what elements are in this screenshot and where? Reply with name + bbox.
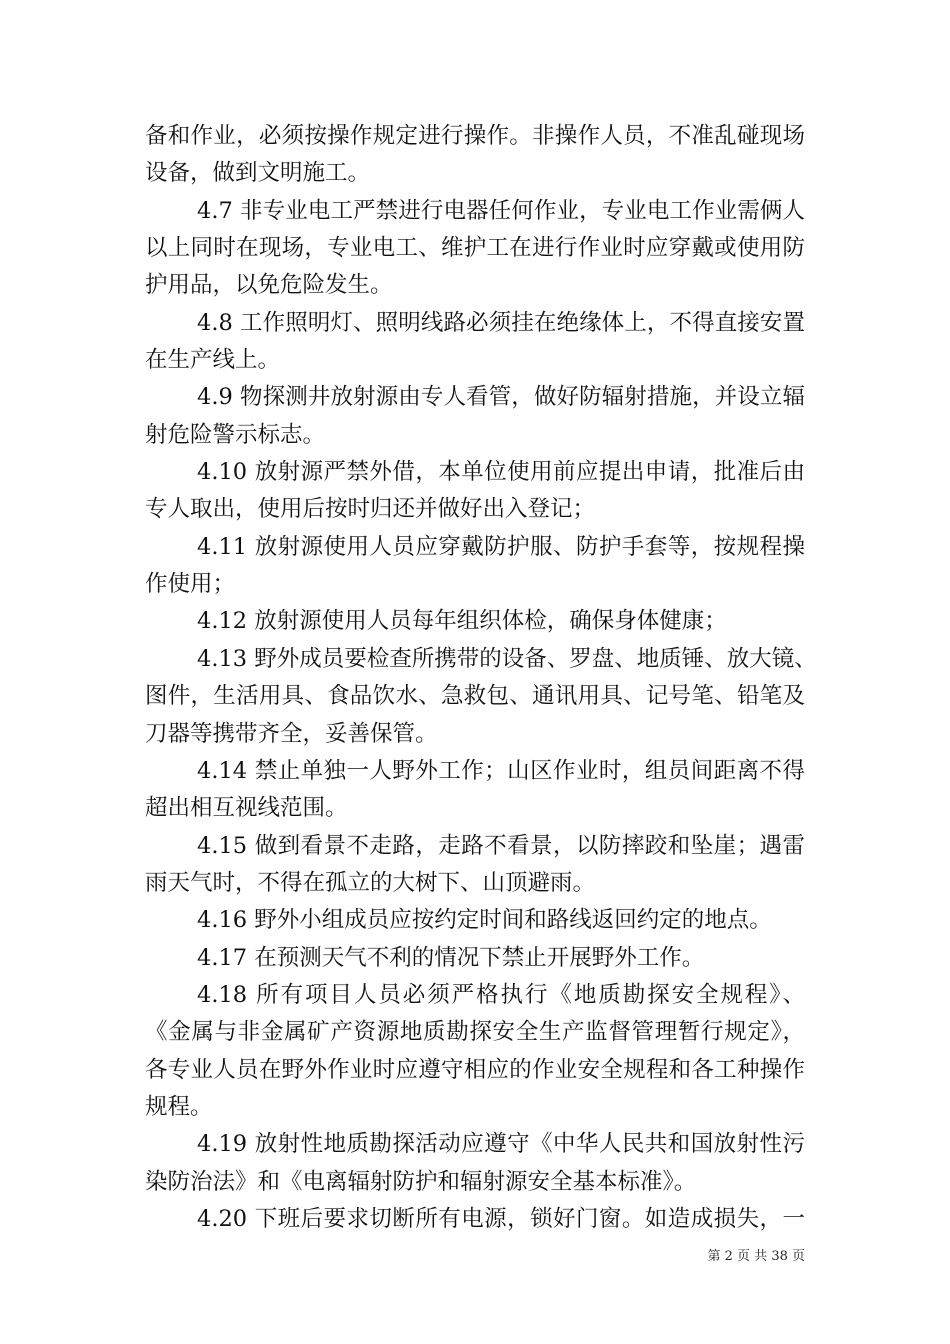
text-line: 4.11 放射源使用人员应穿戴防护服、防护手套等，按规程操 [197,533,805,560]
text-line: 4.8 工作照明灯、照明线路必须挂在绝缘体上，不得直接安置 [197,309,805,336]
text-line: 在生产线上。 [145,347,281,374]
text-line: 4.9 物探测井放射源由专人看管，做好防辐射措施，并设立辐 [197,384,805,411]
page-number-footer: 第 2 页 共 38 页 [707,1249,805,1264]
text-line: 4.20 下班后要求切断所有电源，锁好门窗。如造成损失，一 [197,1205,805,1232]
document-body [145,118,817,1238]
text-line: 4.16 野外小组成员应按约定时间和路线返回约定的地点。 [197,907,772,934]
text-line: 作使用； [145,571,236,598]
paragraph [145,118,805,193]
text-line: 射危险警示标志。 [145,421,326,448]
paragraph [145,902,805,939]
text-line: 刀器等携带齐全，妥善保管。 [145,720,438,747]
text-line: 4.14 禁止单独一人野外工作；山区作业时，组员间距离不得 [197,757,805,784]
text-line: 4.13 野外成员要检查所携带的设备、罗盘、地质锤、放大镜、 [197,645,817,672]
paragraph [145,641,817,753]
paragraph [145,193,805,305]
text-line: 规程。 [145,1093,213,1120]
text-line: 染防治法》和《电离辐射防护和辐射源安全基本标准》。 [145,1168,697,1195]
paragraph [145,529,805,604]
paragraph [145,753,805,828]
text-line: 4.7 非专业电工严禁进行电器任何作业，专业电工作业需俩人 [197,197,805,224]
paragraph [145,305,805,380]
text-line: 4.17 在预测天气不利的情况下禁止开展野外工作。 [197,944,705,971]
paragraph [145,454,805,529]
text-line: 4.18 所有项目人员必须严格执行《地质勘探安全规程》、 [197,981,805,1008]
text-line: 4.10 放射源严禁外借，本单位使用前应提出申请，批准后由 [197,459,805,486]
text-line: 4.15 做到看景不走路，走路不看景，以防摔跤和坠崖；遇雷 [197,832,805,859]
text-line: 备和作业，必须按操作规定进行操作。非操作人员，不准乱碰现场 [145,123,805,149]
text-line: 设备，做到文明施工。 [145,160,371,187]
paragraph [145,379,805,454]
paragraph [145,1126,805,1201]
text-line: 护用品，以免危险发生。 [145,272,393,299]
paragraph [145,1201,805,1238]
text-line: 4.12 放射源使用人员每年组织体检，确保身体健康； [197,608,727,635]
text-line: 雨天气时，不得在孤立的大树下、山顶避雨。 [145,869,596,896]
text-line: 以上同时在现场，专业电工、维护工在进行作业时应穿戴或使用防 [145,235,805,262]
text-line: 《金属与非金属矿产资源地质勘探安全生产监督管理暂行规定》， [145,1019,805,1046]
paragraph [145,828,805,903]
paragraph [145,977,805,1126]
text-line: 各专业人员在野外作业时应遵守相应的作业安全规程和各工种操作 [145,1056,805,1083]
paragraph [145,940,805,977]
text-line: 专人取出，使用后按时归还并做好出入登记； [145,496,596,523]
text-line: 图件，生活用具、食品饮水、急救包、通讯用具、记号笔、铅笔及 [145,683,805,710]
paragraph [145,603,805,640]
text-line: 超出相互视线范围。 [145,795,348,822]
text-line: 4.19 放射性地质勘探活动应遵守《中华人民共和国放射性污 [197,1131,805,1158]
